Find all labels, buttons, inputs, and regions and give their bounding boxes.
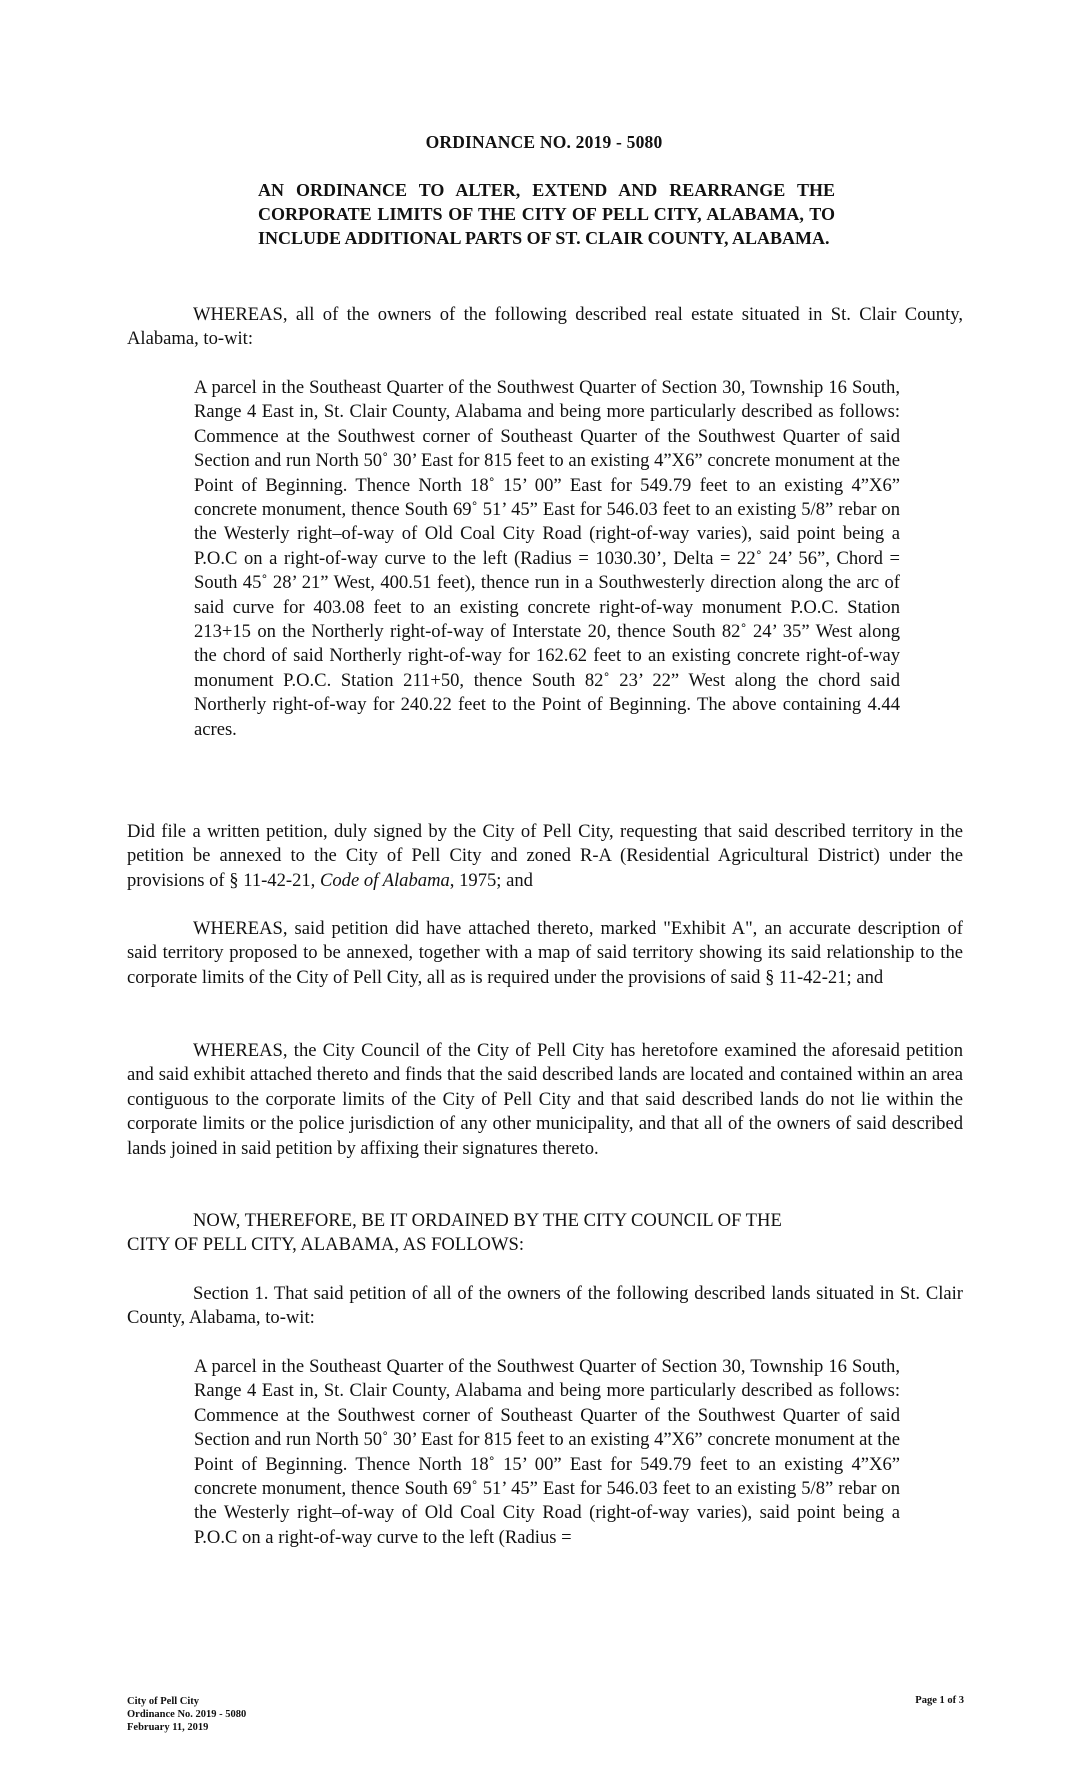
ordinance-title: ORDINANCE NO. 2019 - 5080 [425, 132, 663, 152]
petition-text-end: , 1975; and [449, 869, 533, 891]
code-citation: Code of Alabama [319, 869, 450, 891]
legal-description-1: A parcel in the Southeast Quarter of the Southwest Quarter of Section 30, Township 16 South, Range 4 East in, St. Clair County, Alabama and being more particularly described as follows: Commence at the Southwest corner of Southeast Quarter of the Southwest Quarter of said Section and run North 50˚ 30’ East for 815 feet to an existing 4”X6” concrete monument at the Point of Beginning. Thence North 18˚ 15’ 00” East for 549.79 feet to an existing 4”X6” concrete monument, thence South 69˚ 51’ 45” East for 546.03 feet to an existing 5/8” rebar on the Westerly right–of-way of Old Coal City Road (right-of-way varies), said point being a P.O.C on a right-of-way curve to the left (Radius = 1030.30’, Delta = 22˚ 24’ 56”, Chord = South 45˚ 28’ 21” West, 400.51 feet), thence run in a Southwesterly direction along the arc of said curve for 403.08 feet to an existing concrete right-of-way monument P.O.C. Station 213+15 on the Northerly right-of-way of Interstate 20, thence South 82˚ 24’ 35” West along the chord of said Northerly right-of-way for 162.62 feet to an existing concrete right-of-way monument P.O.C. Station 211+50, thence South 82˚ 23’ 22” West along the chord said Northerly right-of-way for 240.22 feet to the Point of Beginning. The above containing 4.44 acres. [194, 377, 900, 740]
section-1-paragraph: Section 1. That said petition of all of the owners of the following described lands situated in St. Clair County, Alabama, to-wit: [127, 1283, 963, 1329]
ordinance-subtitle: AN ORDINANCE TO ALTER, EXTEND AND REARRANGE THE CORPORATE LIMITS OF THE CITY OF PELL CITY, ALABAMA, TO INCLUDE ADDITIONAL PARTS OF ST. CLAIR COUNTY, ALABAMA. [258, 180, 835, 248]
ordained-line-2: CITY OF PELL CITY, ALABAMA, AS FOLLOWS: [127, 1234, 525, 1255]
footer-date: February 11, 2019 [127, 1722, 209, 1733]
whereas-paragraph-3: WHEREAS, the City Council of the City of Pell City has heretofore examined the aforesaid petition and said exhibit attached thereto and finds that the said described lands are located and contained within an area contiguous to the corporate limits of the City of Pell City and that said described lands do not lie within the corporate limits or the police jurisdiction of any other municipality, and that all of the owners of said described lands joined in said petition by affixing their signatures thereto. [127, 1040, 963, 1159]
footer-ordinance-number: Ordinance No. 2019 - 5080 [127, 1709, 247, 1720]
whereas-paragraph-2: WHEREAS, said petition did have attached thereto, marked "Exhibit A", an accurate description of said territory proposed to be annexed, together with a map of said territory showing its said relationship to the corporate limits of the City of Pell City, all as is required under the provisions of said § 11-42-21; and [127, 918, 963, 988]
footer-info [127, 1695, 246, 1734]
legal-description-2: A parcel in the Southeast Quarter of the Southwest Quarter of Section 30, Township 16 South, Range 4 East in, St. Clair County, Alabama and being more particularly described as follows: Commence at the Southwest corner of Southeast Quarter of the Southwest Quarter of said Section and run North 50˚ 30’ East for 815 feet to an existing 4”X6” concrete monument at the Point of Beginning. Thence North 18˚ 15’ 00” East for 549.79 feet to an existing 4”X6” concrete monument, thence South 69˚ 51’ 45” East for 546.03 feet to an existing 5/8” rebar on the Westerly right–of-way of Old Coal City Road (right-of-way varies), said point being a P.O.C on a right-of-way curve to the left (Radius = [194, 1356, 900, 1548]
footer-city: City of Pell City [127, 1696, 200, 1707]
petition-text-start: Did file a written petition, duly signed by the City of Pell City, requesting that said described territory in the petition be annexed to the City of Pell City and zoned R-A (Residential Agricultural District) under the provisions of § 11-42-21, [127, 821, 963, 891]
ordained-line-1: NOW, THEREFORE, BE IT ORDAINED BY THE CITY COUNCIL OF THE [193, 1210, 782, 1231]
petition-paragraph [127, 820, 963, 893]
whereas-paragraph-1: WHEREAS, all of the owners of the following described real estate situated in St. Clair County, Alabama, to-wit: [127, 304, 963, 350]
page-number: Page 1 of 3 [915, 1695, 964, 1706]
